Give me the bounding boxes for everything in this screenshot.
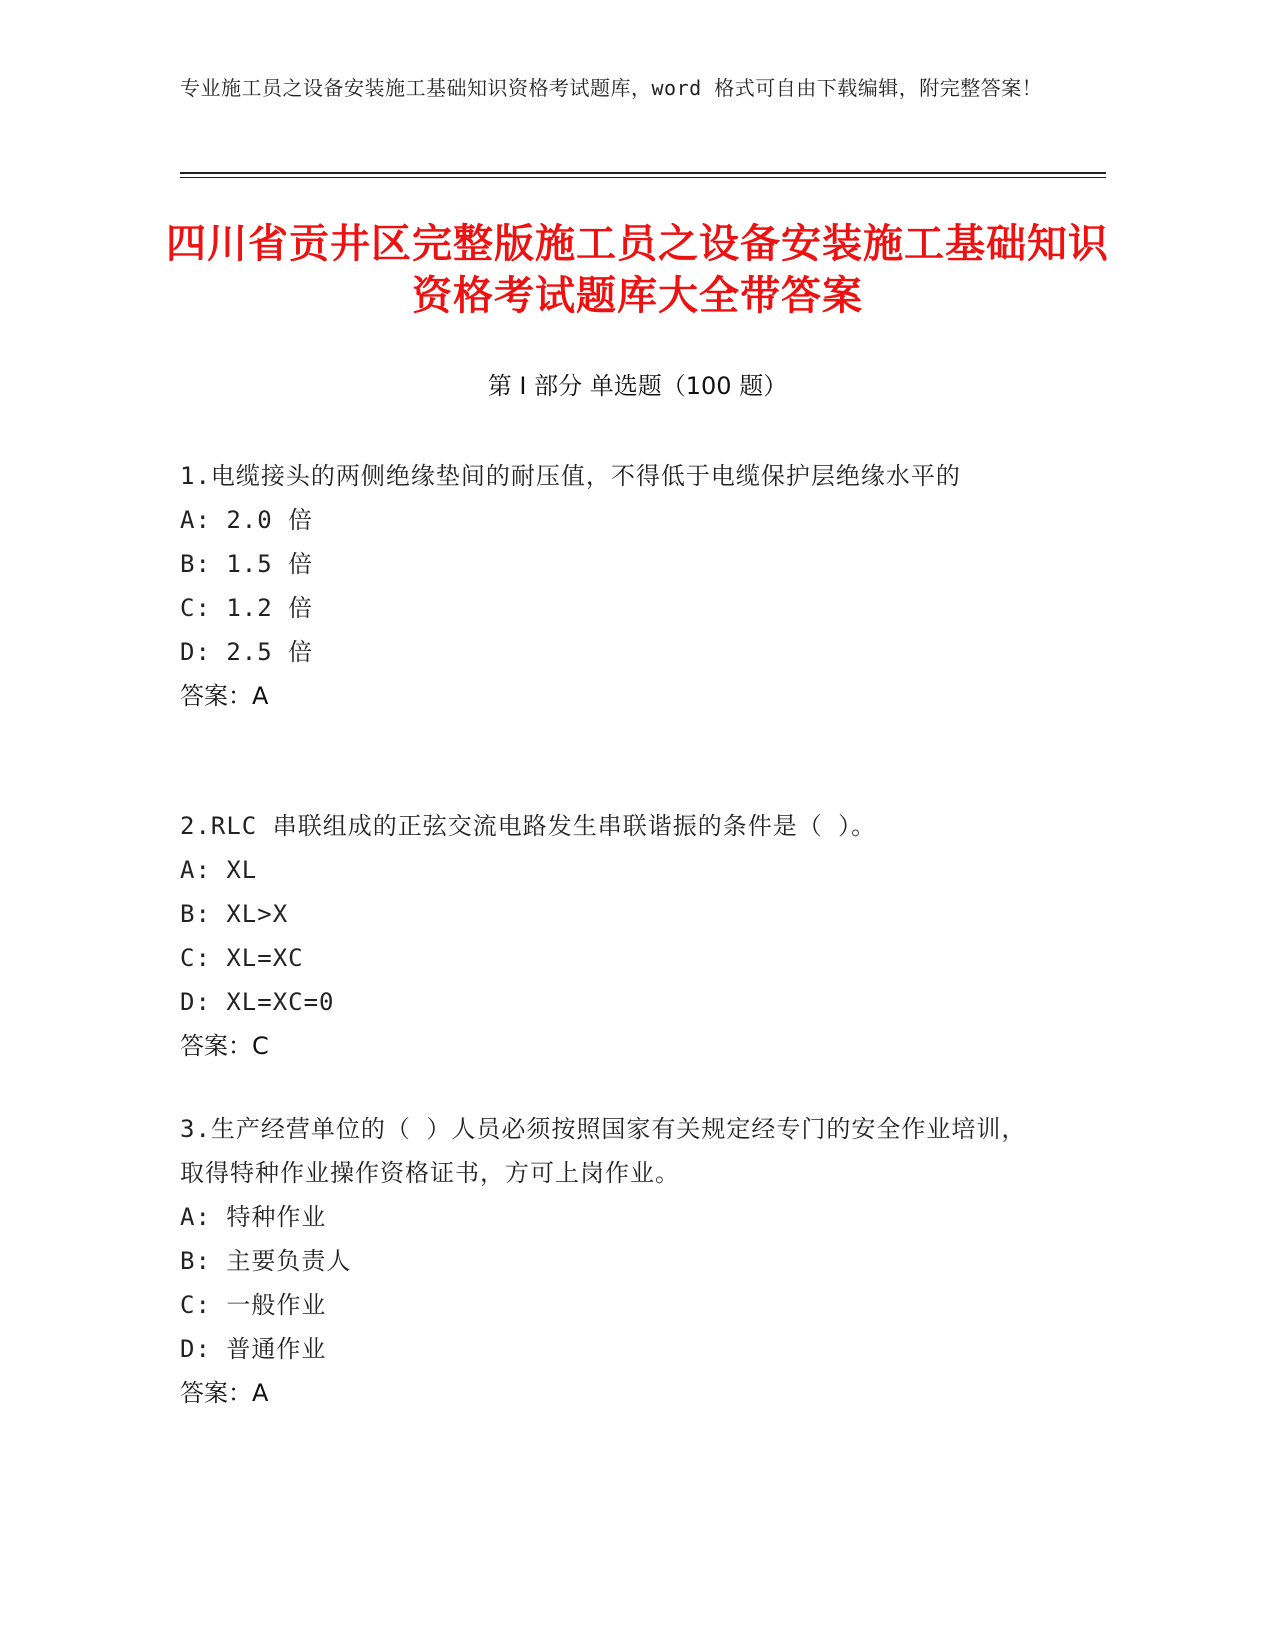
- option-d: D: XL=XC=0: [180, 988, 335, 1016]
- header-note: 专业施工员之设备安装施工基础知识资格考试题库，word 格式可自由下载编辑，附完整答案！: [180, 76, 1043, 100]
- option-d: D: 普通作业: [180, 1335, 327, 1363]
- answer-line: 答案：A: [180, 1379, 269, 1407]
- option-c: C: 1.2 倍: [180, 594, 314, 622]
- question-block: [180, 1107, 1050, 1415]
- option-a: A: XL: [180, 856, 258, 884]
- question-stem: 3.生产经营单位的（ ）人员必须按照国家有关规定经专门的安全作业培训，取得特种作业操作资格证书，方可上岗作业。: [180, 1115, 1027, 1187]
- option-c: C: XL=XC: [180, 944, 304, 972]
- option-b: B: 1.5 倍: [180, 550, 314, 578]
- section-heading: 第 I 部分 单选题（100 题）: [487, 372, 788, 400]
- option-b: B: 主要负责人: [180, 1247, 352, 1275]
- header-divider-thick: [180, 172, 1106, 174]
- header-divider-thin: [180, 177, 1106, 178]
- option-d: D: 2.5 倍: [180, 638, 314, 666]
- option-a: A: 2.0 倍: [180, 506, 314, 534]
- question-block: [180, 804, 1050, 1068]
- option-a: A: 特种作业: [180, 1203, 327, 1231]
- document-title: 四川省贡井区完整版施工员之设备安装施工基础知识资格考试题库大全带答案: [166, 221, 1109, 319]
- option-b: B: XL>X: [180, 900, 289, 928]
- question-block: [180, 454, 1050, 718]
- answer-line: 答案：A: [180, 682, 269, 710]
- answer-line: 答案：C: [180, 1032, 269, 1060]
- question-stem: 1.电缆接头的两侧绝缘垫间的耐压值，不得低于电缆保护层绝缘水平的: [180, 462, 961, 490]
- option-c: C: 一般作业: [180, 1291, 327, 1319]
- question-stem: 2.RLC 串联组成的正弦交流电路发生串联谐振的条件是（ ）。: [180, 812, 877, 840]
